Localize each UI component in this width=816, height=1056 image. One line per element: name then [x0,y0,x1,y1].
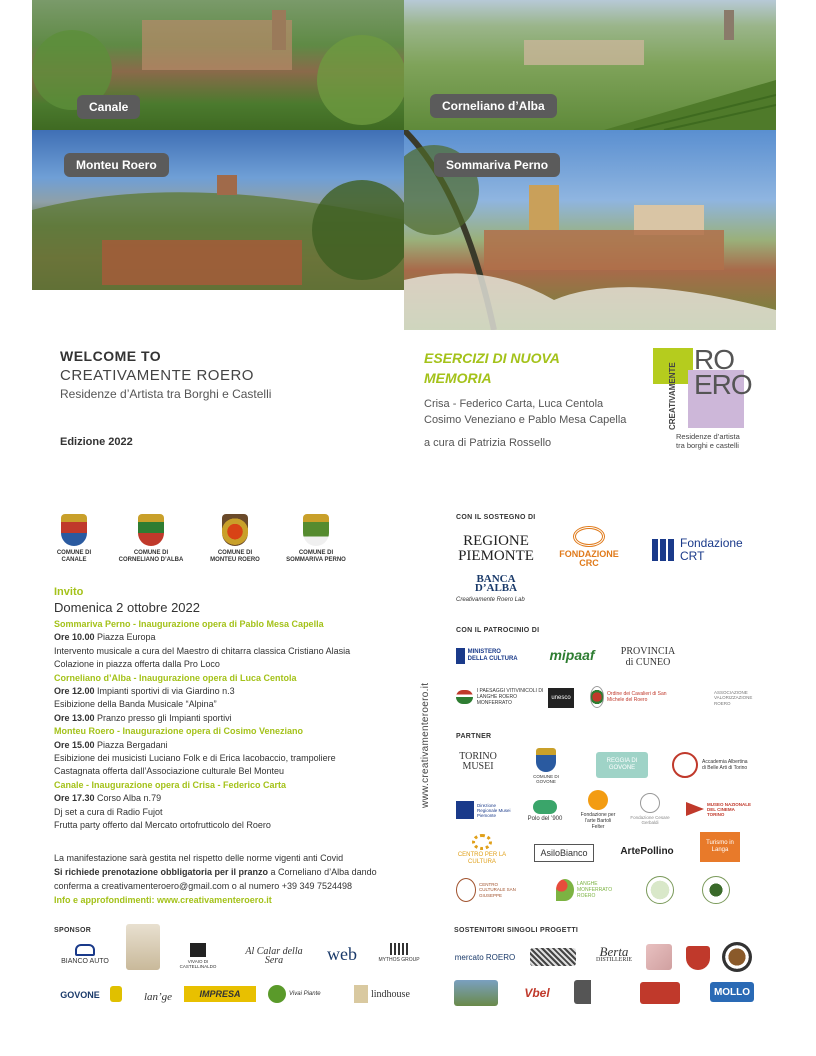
lindhouse-logo [354,982,426,1006]
contact-note: conferma a creativamenteroero@gmail.com o al numero +39 349 7524498 [54,881,353,891]
label-monteu: Monteu Roero [64,153,169,177]
asilo-label: AsiloBianco [540,847,588,858]
crt-bars-icon [652,539,674,561]
comune-sommariva [276,514,356,564]
san-giuseppe-logo [456,876,522,904]
crt-line1: Fondazione [680,536,743,550]
bartoli-sun-icon [588,790,608,810]
mollo-label: MOLLO [713,986,751,998]
berta-sub: DISTILLERIE [596,957,632,963]
provincia-line1: PROVINCIA [620,646,676,657]
comune-corneliano [111,514,191,564]
mythos-label: MYTHOS GROUP [378,956,420,963]
crc-label: FONDAZIONE CRC [559,549,619,568]
tree-icon [268,985,286,1003]
lindhouse-icon [354,985,368,1003]
gerbaldi-icon [640,793,660,813]
roero-logo-ro: RO [694,344,734,375]
vivai-label: Vivai Piante [289,990,321,997]
turismo-langa-logo: Turismo in Langa [700,832,740,862]
accademia-emblem-icon [672,752,698,778]
comune-corneliano-line1: COMUNE DI [133,550,169,556]
event-subtitle: Residenze d’Artista tra Borghi e Castelli [60,387,272,401]
time: Ore 15.00 [54,739,95,750]
banca-sub: Creativamente Roero Lab [456,596,525,603]
centro-dots-icon [472,834,492,850]
program-line: Esibizione dei musicisti Luciano Folk e di Erica Iacobaccio, trampoliere [54,753,336,764]
project-title-line2: MEMORIA [424,370,492,386]
place: Piazza Europa [94,632,156,643]
paesaggi-label: I PAESAGGI VITIVINICOLI DI LANGHE ROERO MONFERRATO [476,688,544,706]
calar-della-sera-logo: Al Calar della Sera [245,946,303,966]
cavalieri-emblem-icon [590,686,604,708]
label-canale: Canale [77,95,140,119]
program-line: Intervento musicale a cura del Maestro di chitarra classica Cristiano Alasia [54,645,351,656]
label-corneliano: Corneliano d’Alba [430,94,557,118]
section-sommariva: Sommariva Perno - Inaugurazione opera di Pablo Mesa Capella [54,619,324,629]
covid-note: La manifestazione sarà gestita nel rispetto delle norme vigenti anti Covid [54,853,344,863]
sangiuseppe-label: CENTRO CULTURALE SAN GIUSEPPE [479,881,516,898]
round-badge-icon [646,876,674,904]
artepollino-logo: ArtePollino [620,845,674,857]
section-corneliano: Corneliano d’Alba - Inaugurazione opera di Luca Centola [54,672,297,683]
comune-canale-line1: COMUNE DI [56,550,92,556]
program-line [54,739,410,752]
berta-label: Berta [599,944,629,959]
sostenitore-badge-icon [646,944,672,970]
direzione-label: Direzione Regionale Musei Piemonte [477,802,511,818]
time: Ore 13.00 [54,712,95,723]
welcome-heading: WELCOME TO [60,348,162,364]
program-line [54,685,410,698]
place: Corso Alba n.79 [94,793,162,804]
vertical-website[interactable]: www.creativamenteroero.it [420,682,431,808]
program-line: Dj set a cura di Radio Fujot [54,806,163,817]
edition-label: Edizione 2022 [60,436,133,448]
museo-cinema-logo [686,796,752,822]
flag-icon [110,986,122,1002]
photo-sommariva [404,130,776,330]
cinema-icon [686,802,704,816]
comune-corneliano-line2: CORNELIANO D’ALBA [118,557,184,563]
booking-bold: Si richiede prenotazione obbligatoria per il pranzo [54,867,269,877]
program-line [54,792,410,805]
project-title-line1: ESERCIZI DI NUOVA [424,350,560,366]
mythos-group-logo [374,938,424,968]
govone-crest-icon [536,748,556,772]
roero-logo-sub2: tra borghi e castelli [676,441,739,450]
project-title [424,348,624,388]
car-icon [75,944,95,956]
assoc-label: ASSOCIAZIONE VALORIZZAZIONE ROERO [714,689,753,706]
comune-monteu [195,514,275,564]
vivai-piante-logo [268,980,342,1008]
comune-monteu-line2: MONTEU ROERO [210,557,260,563]
cavalieri-label: Ordine dei Cavalieri di San Michele del Roero [607,691,667,703]
direzione-icon [456,801,474,819]
booking-note [54,865,414,879]
notes [54,851,414,907]
gerbaldi-label: Fondazione Cesare Gerbaldi [630,815,670,825]
roero-logo-vertical: CREATIVAMENTE [668,362,677,430]
sostenitori-label: SOSTENITORI SINGOLI PROGETTI [454,927,579,934]
artists-list [424,396,664,428]
comune-canale-line2: CANALE [61,557,87,563]
roero-logo-subtitle [676,432,756,450]
program [54,586,410,833]
label-sommariva: Sommariva Perno [434,153,560,177]
mipaaf-logo: mipaaf [549,646,595,663]
pro-loco-logo-icon [574,980,630,1004]
sponsor-label: SPONSOR [54,927,92,934]
shield-icon [686,946,710,970]
gerbaldi-logo [630,790,670,828]
polo-900-logo [524,794,566,828]
photo-corneliano [404,0,776,130]
crt-text [680,537,743,563]
booking-rest: a Corneliano d’Alba dando [268,867,377,877]
bartoli-felter-logo [578,790,618,830]
unesco-logo: unesco [548,688,574,708]
banca-label: BANCA D’ALBA [474,572,518,594]
partner-label: PARTNER [456,733,492,740]
torino-musei-logo: TORINO MUSEI [459,751,497,772]
produttori-govone-logo: GOVONE [60,989,100,1000]
place: Piazza Bergadani [94,739,168,750]
bianco-label: BIANCO AUTO [61,957,109,965]
centro-label: CENTRO PER LA CULTURA [457,852,507,865]
ministero-cultura-logo [456,645,520,667]
langhe-monferrato-logo [556,874,622,906]
reggia-govone-logo [596,752,648,778]
photo-monteu [32,130,404,290]
paesaggi-wave-icon [456,690,473,704]
patrocinio-label: CON IL PATROCINIO DI [456,627,540,634]
provincia-line2: di CUNEO [625,657,671,668]
assoc-roero-logo [712,684,752,712]
paesaggi-vitivinicoli-logo [456,686,548,708]
accademia-label: Accademia Albertina di Belle Arti di Torino [702,759,748,771]
artists-line1: Crisa - Federico Carta, Luca Centola [424,398,604,410]
place: Impianti sportivi di via Giardino n.3 [94,686,235,697]
web-logo: web [327,943,357,964]
time: Ore 10.00 [54,632,95,643]
landscape-photo-icon [454,980,498,1006]
round-badge-2-icon [702,876,730,904]
curator-label: a cura di Patrizia Rossello [424,437,552,449]
asilobianco-logo [534,844,594,862]
provincia-cuneo-logo [618,645,678,669]
bartoli-label: Fondazione per l’arte Bartoli Felter [580,812,616,830]
comune-sommariva-line2: SOMMARIVA PERNO [286,557,346,563]
roero-logo-ero: ERO [694,369,752,400]
crc-rings-icon [573,526,605,547]
direzione-musei-logo [456,798,516,822]
event-date: Domenica 2 ottobre 2022 [54,600,200,615]
section-canale: Canale - Inaugurazione opera di Crisa - Federico Carta [54,779,287,790]
crt-line2: CRT [680,549,705,563]
sostegno-label: CON IL SOSTEGNO DI [456,514,536,521]
program-line: Frutta party offerto dal Mercato ortofrutticolo del Roero [54,820,271,831]
round-seal-icon [722,942,752,972]
mythos-building-icon [390,943,408,955]
accademia-albertina-logo [672,750,752,780]
event-title: CREATIVAMENTE ROERO [60,367,254,384]
artists-line2: Cosimo Veneziano e Pablo Mesa Capella [424,414,627,426]
ministero-icon [456,648,465,664]
berta-distillerie-logo [590,942,638,970]
info-link[interactable]: Info e approfondimenti: www.creativamenteroero.it [54,895,272,905]
polo-label: Polo del ’900 [527,815,563,822]
cinema-label: MUSEO NAZIONALE DEL CINEMA TORINO [707,801,752,817]
banca-alba-logo [456,574,536,604]
section-monteu: Monteu Roero - Inaugurazione opera di Cosimo Veneziano [54,726,304,737]
langhe-leaf-icon [556,879,574,901]
comune-govone-logo [526,744,566,788]
program-line: Castagnata offerta dall’Associazione culturale Bel Monteu [54,766,284,777]
comune-sommariva-line1: COMUNE DI [298,550,334,556]
roero-logo-sub1: Residenze d’artista [676,432,740,441]
red-sign-icon [640,982,680,1004]
invito-label: Invito [54,586,84,598]
mollo-logo [710,982,754,1002]
sangiuseppe-emblem-icon [456,878,476,902]
mercato-roero-logo: mercato ROERO [454,952,516,962]
bianco-auto-logo [54,942,116,966]
photo-canale [32,0,404,130]
impresa-logo: IMPRESA [184,986,256,1002]
program-line [54,631,410,644]
regione-piemonte-logo [456,532,536,566]
crest-icon [138,514,164,546]
langhe-label: LANGHE MONFERRATO ROERO [577,881,613,899]
vbel-logo: Vbel [524,985,550,1000]
fondazione-crt-logo [652,536,752,564]
comune-monteu-line1: COMUNE DI [217,550,253,556]
lange-logo: lan’ge [143,990,173,1003]
fondazione-crc-logo [552,526,626,568]
reggia-label: REGGIA DI GOVONE [606,758,638,771]
program-line [54,712,410,725]
place: Pranzo presso gli Impianti sportivi [94,712,232,723]
program-line: Colazione in piazza offerta dalla Pro Loco [54,659,220,670]
regione-line2: PIEMONTE [458,548,534,564]
program-line: Esibizione della Banda Musicale “Alpina” [54,699,217,710]
vivaio-logo [170,942,226,970]
crest-icon [61,514,87,546]
vivaio-label: VIVAIO DI CASTELLINALDO [179,959,217,969]
comune-canale [34,514,114,564]
polo-icon [533,800,557,814]
centro-cultura-logo [456,834,508,866]
sponsor-poster-icon [126,924,160,970]
lindhouse-label: lindhouse [371,988,410,1000]
sponsor-mark-icon [530,948,576,966]
time: Ore 12.00 [54,686,95,697]
govone-label: COMUNE DI GOVONE [533,774,559,784]
time: Ore 17.30 [54,793,95,804]
cavalieri-logo [590,684,668,710]
crest-icon [222,514,248,546]
regione-line1: REGIONE [463,533,529,549]
vivaio-icon [190,943,206,957]
crest-icon [303,514,329,546]
ministero-label: MINISTERO DELLA CULTURA [467,649,518,662]
